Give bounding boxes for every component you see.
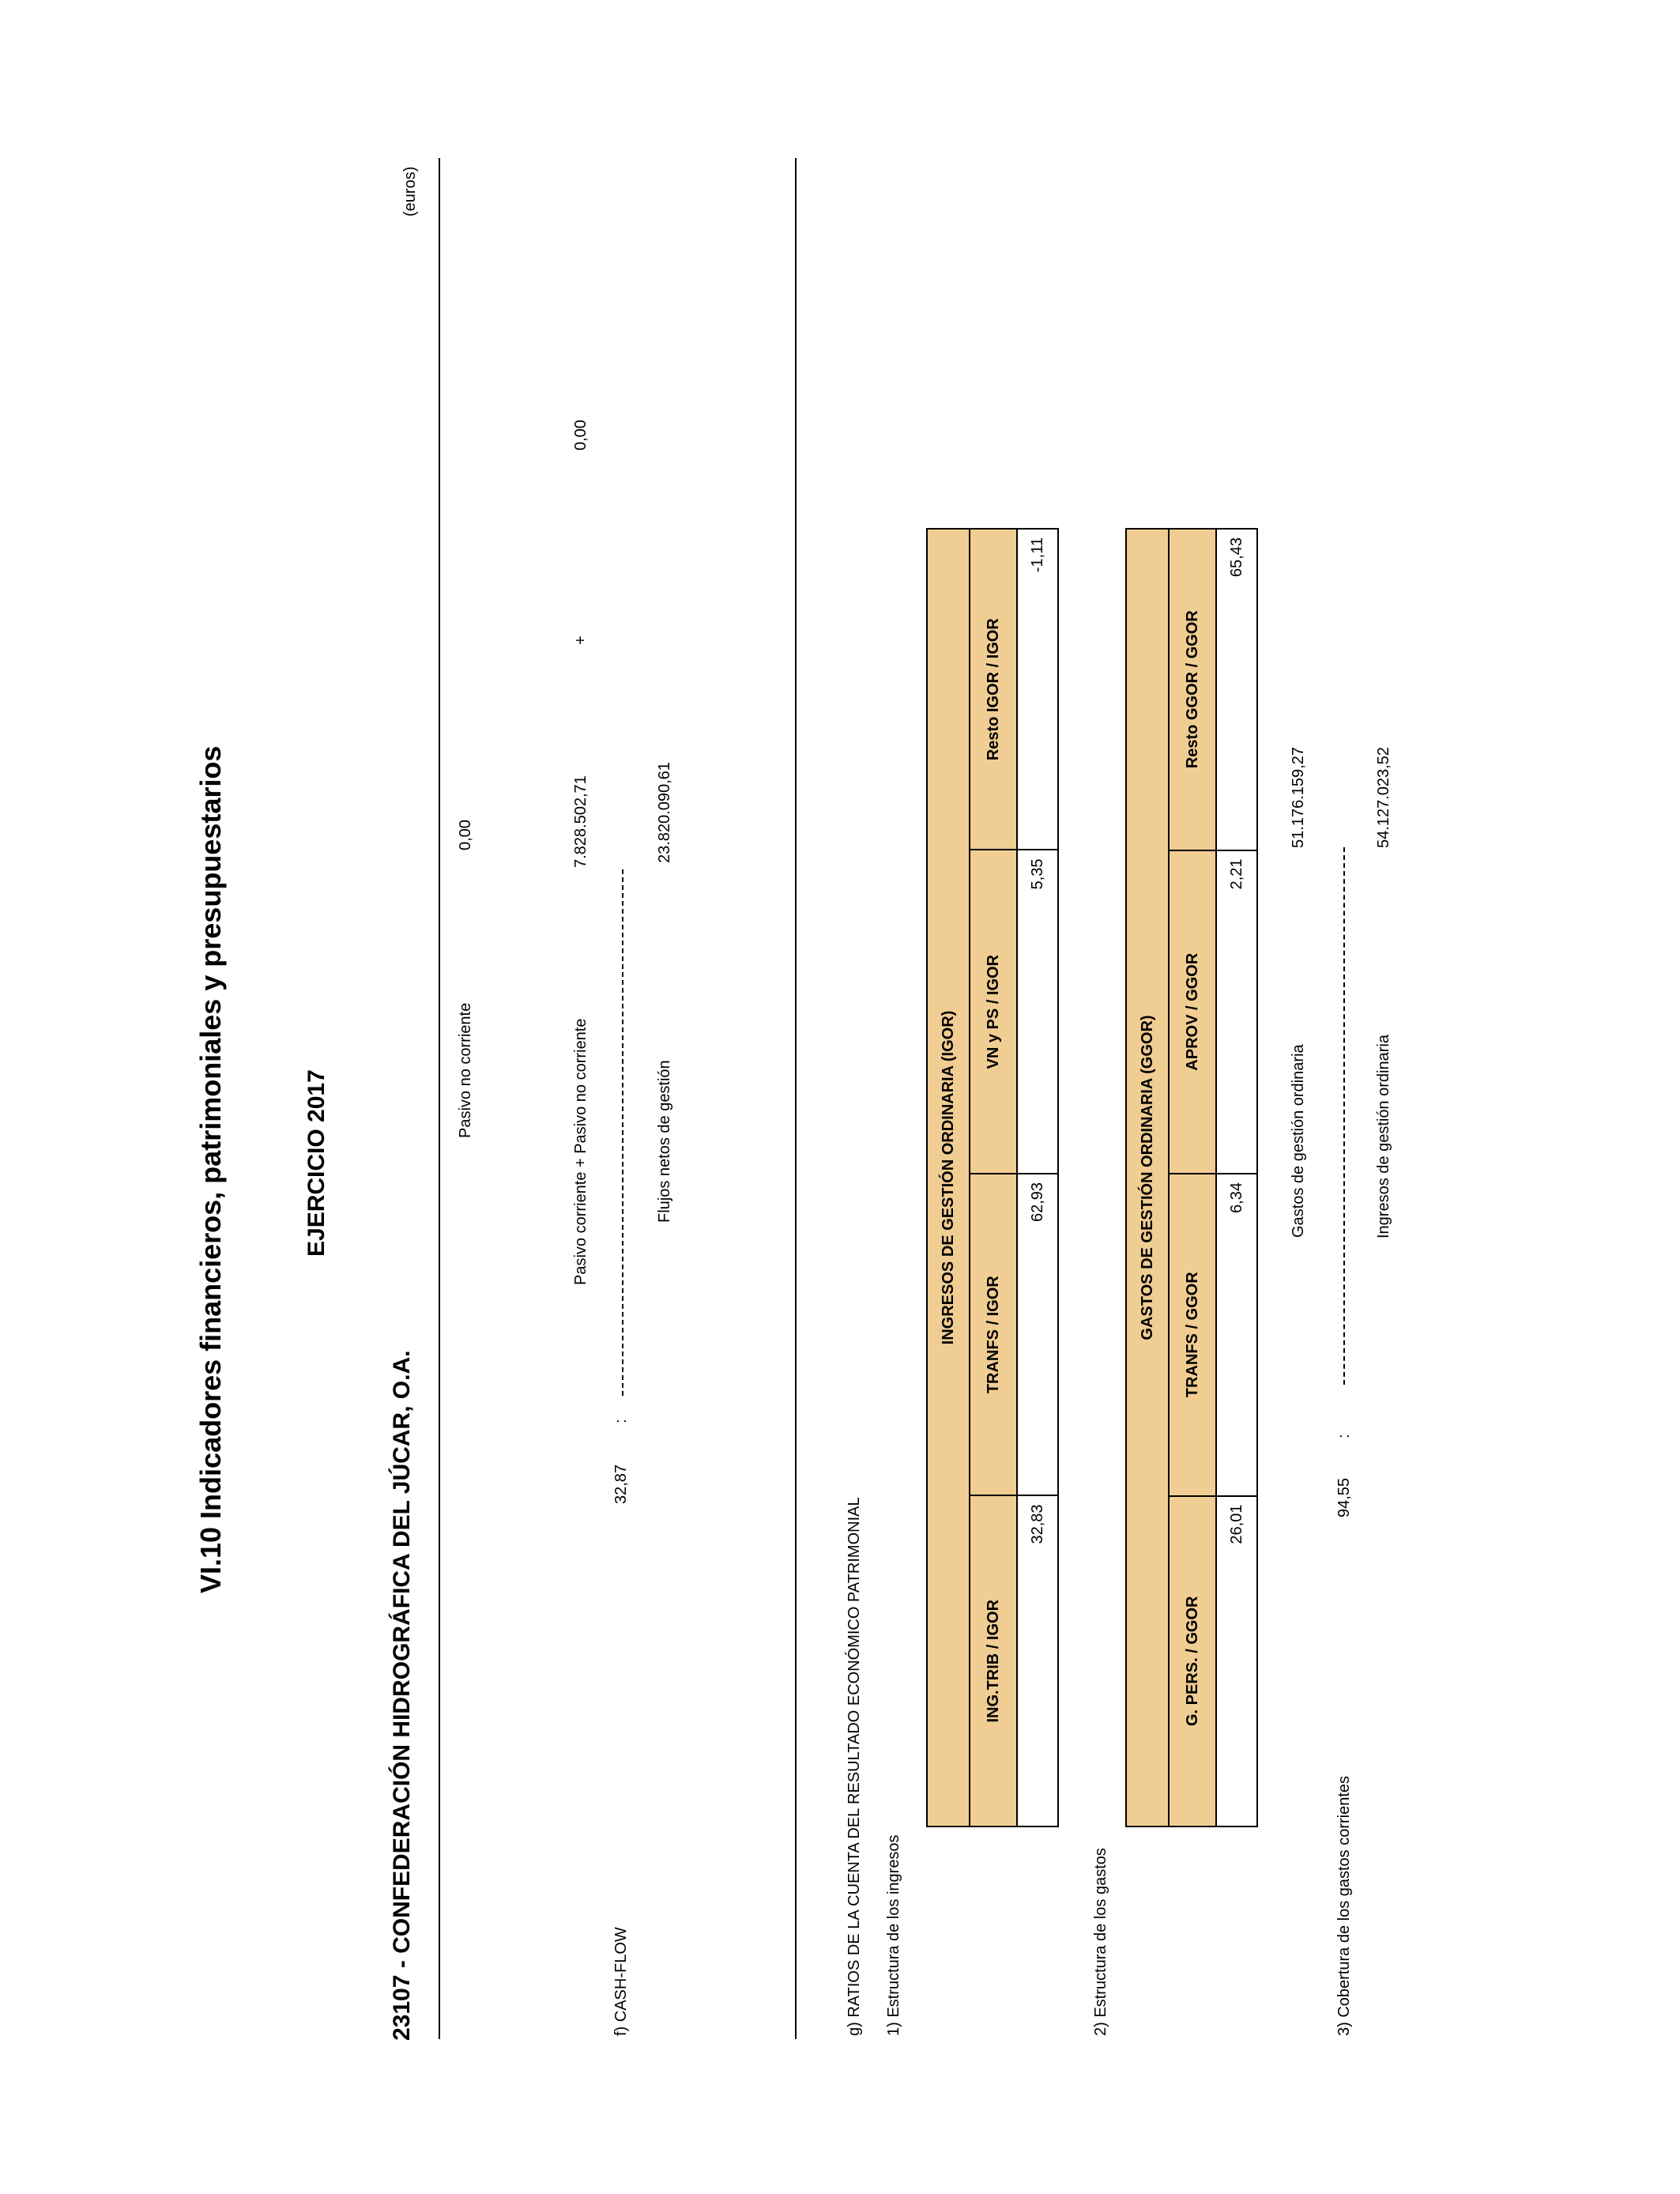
cashflow-denominator-label: Flujos netos de gestión — [656, 1060, 673, 1223]
cashflow-label: f) CASH-FLOW — [612, 1927, 630, 2036]
ingresos-group-header: INGRESOS DE GESTIÓN ORDINARIA (IGOR) — [927, 529, 970, 1826]
cobertura-denominator-value: 54.127.023,52 — [1375, 747, 1392, 848]
ingresos-col-vnps: VN y PS / IGOR — [970, 850, 1017, 1174]
report-title: VI.10 Indicadores financieros, patrimoniales y presupuestarios — [194, 745, 227, 1593]
ratios-title: g) RATIOS DE LA CUENTA DEL RESULTADO ECONÓMICO PATRIMONIAL — [846, 1497, 863, 2036]
cashflow-denominator-value: 23.820.090,61 — [656, 762, 673, 863]
cobertura-numerator-value: 51.176.159,27 — [1290, 747, 1307, 848]
gastos-value-aprov: 2,21 — [1216, 850, 1257, 1174]
cobertura-value: 94,55 — [1335, 1477, 1353, 1517]
gastos-value-tranfs: 6,34 — [1216, 1174, 1257, 1496]
cashflow-numerator-value: 7.828.502,71 — [572, 775, 590, 868]
gastos-value-resto: 65,43 — [1216, 529, 1257, 850]
ingresos-value-ingtrib: 32,83 — [1017, 1495, 1058, 1826]
gastos-structure-table — [1125, 528, 1258, 1827]
pasivo-no-corriente-value: 0,00 — [457, 820, 474, 850]
gastos-value-gpers: 26,01 — [1216, 1496, 1257, 1826]
ingresos-col-tranfs: TRANFS / IGOR — [970, 1174, 1017, 1496]
section-rule — [795, 158, 797, 2039]
gastos-label: 2) Estructura de los gastos — [1092, 1848, 1109, 2036]
gastos-col-aprov: APROV / GGOR — [1169, 850, 1216, 1174]
header-rule — [439, 158, 440, 2039]
plus-sign: + — [572, 635, 590, 645]
cobertura-fraction-line — [1343, 847, 1345, 1385]
ingresos-value-resto: -1,11 — [1017, 529, 1058, 850]
fiscal-year: EJERCICIO 2017 — [303, 1069, 330, 1257]
cashflow-value: 32,87 — [612, 1464, 630, 1504]
ingresos-col-ingtrib: ING.TRIB / IGOR — [970, 1495, 1017, 1826]
gastos-col-resto: Resto GGOR / GGOR — [1169, 529, 1216, 850]
gastos-group-header: GASTOS DE GESTIÓN ORDINARIA (GGOR) — [1126, 529, 1169, 1826]
ingresos-value-vnps: 5,35 — [1017, 850, 1058, 1174]
ingresos-structure-table — [926, 528, 1059, 1827]
cobertura-colon: : — [1335, 1434, 1353, 1438]
cobertura-denominator-label: Ingresos de gestión ordinaria — [1375, 1035, 1392, 1238]
unit-label: (euros) — [401, 166, 419, 217]
cashflow-colon: : — [612, 1419, 630, 1423]
ingresos-label: 1) Estructura de los ingresos — [885, 1834, 902, 2036]
cobertura-numerator-label: Gastos de gestión ordinaria — [1290, 1044, 1307, 1238]
cashflow-extra-value: 0,00 — [572, 420, 590, 450]
pasivo-no-corriente-label: Pasivo no corriente — [457, 1002, 474, 1138]
ingresos-value-tranfs: 62,93 — [1017, 1174, 1058, 1496]
gastos-col-tranfs: TRANFS / GGOR — [1169, 1174, 1216, 1496]
entity-name: 23107 - CONFEDERACIÓN HIDROGRÁFICA DEL JÚCAR, O.A. — [389, 1350, 415, 2041]
cashflow-numerator-label: Pasivo corriente + Pasivo no corriente — [572, 1018, 590, 1285]
cobertura-label: 3) Cobertura de los gastos corrientes — [1335, 1775, 1353, 2036]
ingresos-col-resto: Resto IGOR / IGOR — [970, 529, 1017, 850]
gastos-col-gpers: G. PERS. / GGOR — [1169, 1496, 1216, 1826]
cashflow-fraction-line — [622, 869, 623, 1396]
